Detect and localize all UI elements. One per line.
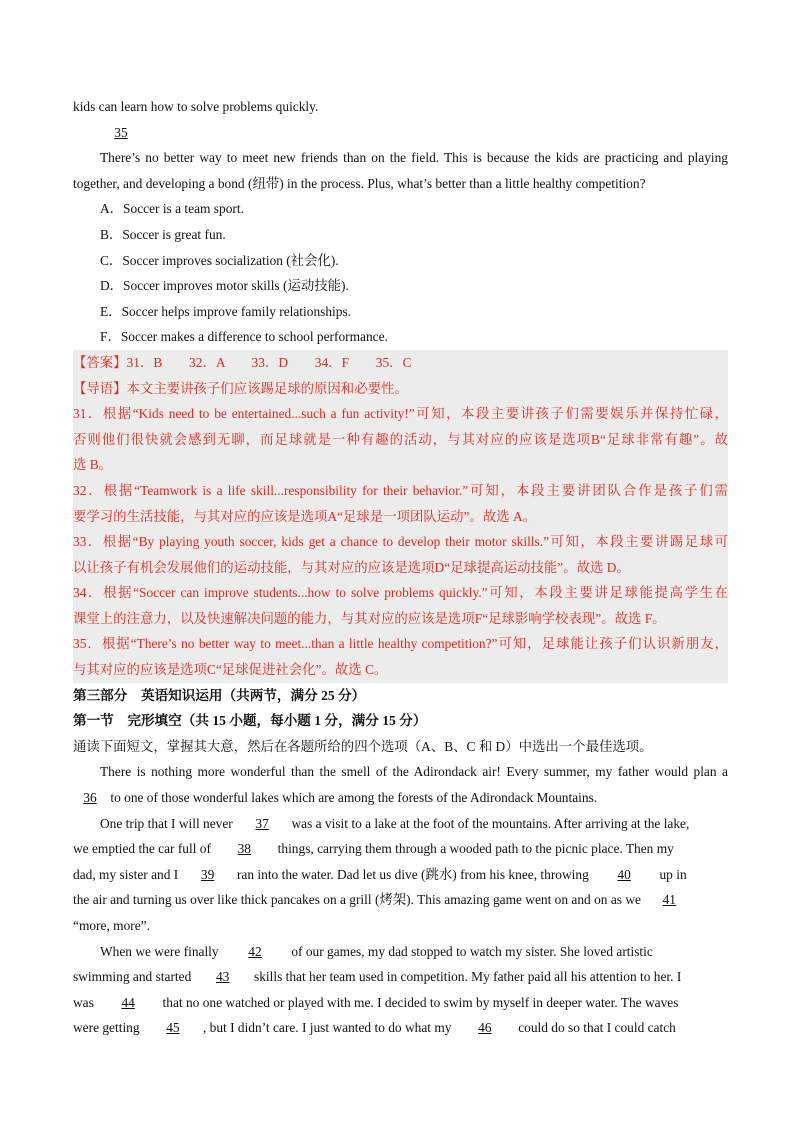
section-title: 第一节 完形填空（共 15 小题，每小题 1 分，满分 15 分） [73,713,427,729]
explanation-35: 与其对应的应该是选项C“足球促进社会化”。故选 C。 [73,662,388,678]
explanation-31: 选 B。 [73,457,113,473]
explanation-33: 33．根据“By playing youth soccer, kids get a chance to develop their motor skills.”可知，本段主要讲踢足球可 [73,534,728,550]
text-line: There’s no better way to meet new friends than on the field. This is because the kids are practicing and playing [100,150,728,166]
explanation-31: 否则他们很快就会感到无聊，而足球就是一种有趣的活动，与其对应的应该是选项B“足球非常有趣”。故 [73,431,728,447]
guide-line: 【导语】本文主要讲孩子们应该踢足球的原因和必要性。 [73,380,408,396]
explanation-33: 以让孩子有机会发展他们的运动技能，与其对应的应该是选项D“足球提高运动技能”。故选 D。 [73,559,630,575]
cloze-text: to one of those wonderful lakes which are among the forests of the Adirondack Mountains. [110,790,598,806]
blank-42: 42 [248,943,262,959]
cloze-text: swimming and started [73,969,192,985]
option-a: A．Soccer is a team sport. [100,201,244,217]
cloze-line [73,1015,728,1041]
cloze-text: could do so that I could catch [518,1020,676,1036]
explanation-34: 课堂上的注意力，以及快速解决问题的能力，与其对应的应该是选项F“足球影响学校表现”。故选 F。 [73,610,666,626]
cloze-line [73,887,728,913]
answer-blank-line [73,120,728,146]
cloze-text: the air and turning us over like thick pancakes on a grill (烤架). This amazing game went on and on as we [73,892,641,908]
cloze-text: were getting [73,1020,140,1036]
text-line: kids can learn how to solve problems quickly. [73,99,319,114]
blank-41: 41 [662,892,676,908]
instruction-text: 通读下面短文，掌握其大意，然后在各题所给的四个选项（A、B、C 和 D）中选出一个最佳选项。 [73,738,653,754]
blank-46: 46 [478,1020,492,1036]
blank-38: 38 [237,841,251,857]
cloze-text: up in [659,866,687,882]
cloze-line [73,939,728,965]
option-b: B．Soccer is great fun. [100,226,226,242]
cloze-line: “more, more”. [73,918,150,933]
option-f: F．Soccer makes a difference to school performance. [100,329,388,345]
cloze-text: was [73,994,94,1010]
explanation-34: 34．根据“Soccer can improve students...how to solve problems quickly.”可知，本段主要讲足球能提高学生在 [73,585,728,601]
cloze-text: of our games, my dad stopped to watch my sister. She loved artistic [291,943,653,959]
cloze-text: we emptied the car full of [73,841,211,857]
cloze-text: that no one watched or played with me. I decided to swim by myself in deeper water. The waves [162,994,679,1010]
blank-39: 39 [200,866,215,882]
cloze-text: things, carrying them through a wooded path to the picnic place. Then my [277,841,674,857]
explanation-31: 31．根据“Kids need to be entertained...such a fun activity!”可知，本段主要讲孩子们需要娱乐并保持忙碌， [73,406,728,422]
cloze-line [73,785,728,811]
option-e: E．Soccer helps improve family relationships. [100,303,352,319]
blank-35: 35 [114,124,128,140]
explanation-35: 35．根据“There’s no better way to meet...than a little healthy competition?”可知，足球能让孩子们认识新朋友， [73,636,728,652]
cloze-text: ran into the water. Dad let us dive (跳水) from his knee, throwing [236,866,589,882]
cloze-text: One trip that I will never [100,815,233,831]
cloze-line [73,811,728,837]
answer-line: 【答案】31．B 32．A 33．D 34．F 35．C [73,354,412,370]
blank-36: 36 [83,790,97,806]
page-content [73,94,728,1041]
cloze-line [73,862,728,888]
cloze-line [73,836,728,862]
option-d: D．Soccer improves motor skills (运动技能). [100,278,349,294]
option-c: C．Soccer improves socialization (社会化). [100,252,339,268]
cloze-text: skills that her team used in competition. My father paid all his attention to her. I [254,969,682,985]
cloze-line [73,964,728,990]
explanation-32: 32．根据“Teamwork is a life skill...responsibility for their behavior.”可知，本段主要讲团队合作是孩子们需 [73,482,728,498]
cloze-text: , but I didn’t care. I just wanted to do what my [202,1020,452,1036]
blank-43: 43 [215,969,230,985]
blank-44: 44 [121,994,135,1010]
cloze-text: was a visit to a lake at the foot of the mountains. After arriving at the lake, [291,815,690,831]
explanation-32: 要学习的生活技能，与其对应的应该是选项A“足球是一项团队运动”。故选 A。 [73,508,537,524]
cloze-text: dad, my sister and I [73,866,179,882]
blank-37: 37 [255,815,269,831]
blank-45: 45 [166,1020,180,1036]
answer-explanation-box [73,350,728,683]
text-line: together, and developing a bond (纽带) in the process. Plus, what’s better than a little healthy competition? [73,175,646,191]
cloze-line: There is nothing more wonderful than the smell of the Adirondack air! Every summer, my father would plan a [100,764,728,780]
cloze-text: When we were finally [100,943,219,959]
cloze-line [73,990,728,1016]
blank-40: 40 [617,866,631,882]
part-title: 第三部分 英语知识运用（共两节，满分 25 分） [73,687,366,703]
